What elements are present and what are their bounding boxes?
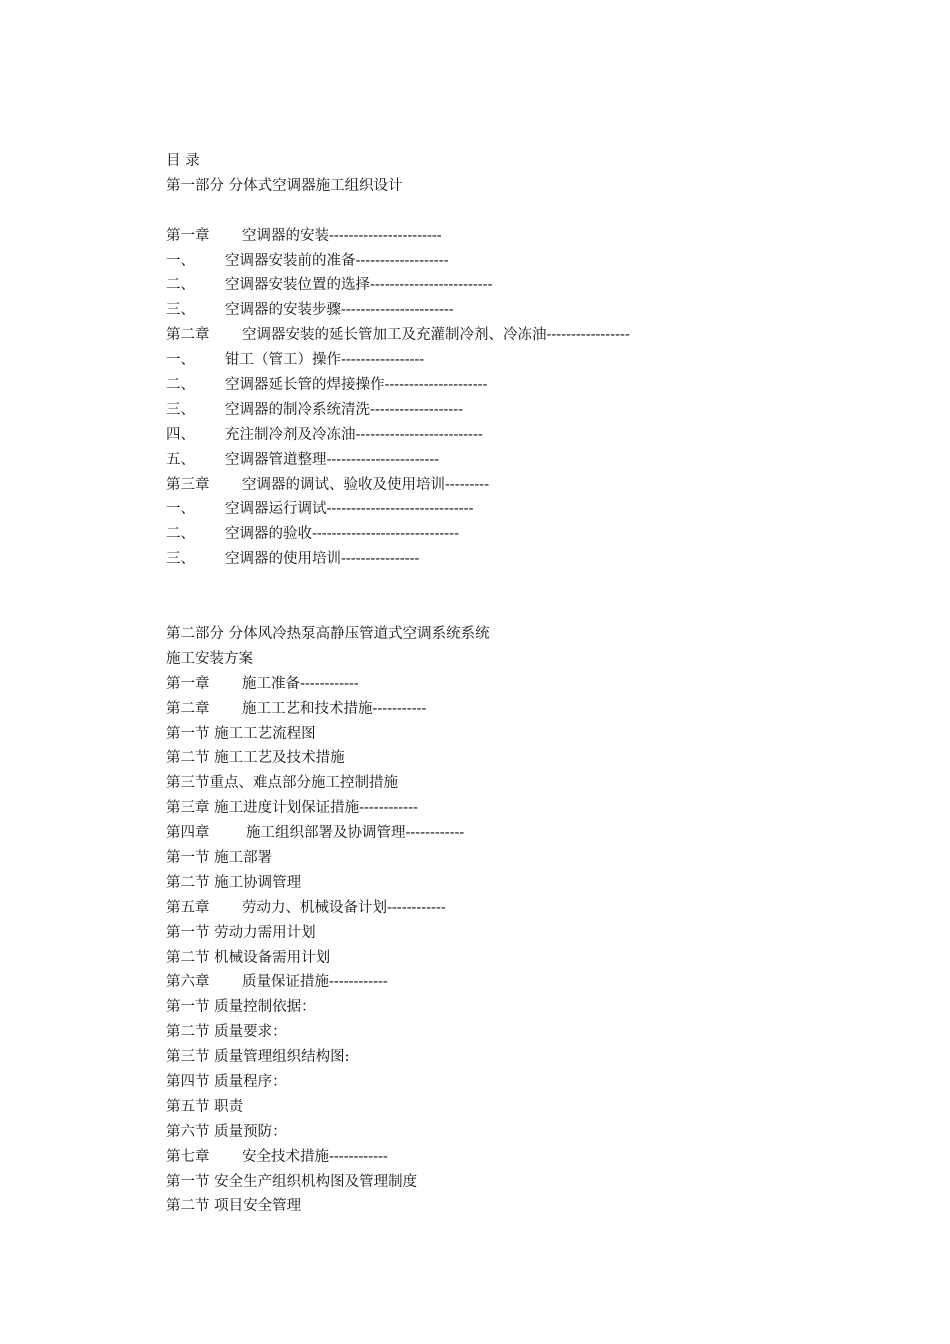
- toc-chapter-entry: [166, 473, 886, 498]
- toc-section-entry: 第六节 质量预防：: [166, 1123, 287, 1140]
- toc-item-entry: [166, 373, 886, 398]
- item-title: 空调器管道整理-----------------------: [225, 451, 440, 468]
- toc-section-entry: 第三节 质量管理组织结构图:: [166, 1049, 350, 1066]
- toc-chapter-entry: [166, 697, 886, 722]
- chapter-title: 安全技术措施------------: [242, 1148, 388, 1165]
- toc-section-entry: 第一节 安全生产组织机构图及管理制度: [166, 1173, 418, 1190]
- item-number: 一、: [166, 252, 195, 269]
- toc-section-entry: 第一节 劳动力需用计划: [166, 924, 316, 941]
- chapter-number: 第七章: [166, 1148, 210, 1165]
- item-title: 空调器安装前的准备-------------------: [225, 252, 449, 269]
- item-title: 空调器的使用培训----------------: [225, 551, 420, 568]
- chapter-number: 第三章: [166, 476, 210, 493]
- item-title: 空调器延长管的焊接操作---------------------: [225, 377, 488, 394]
- toc-chapter-entry: [166, 896, 886, 921]
- part2-subtitle: 施工安装方案: [166, 650, 253, 667]
- part2-title: 第二部分 分体风冷热泵高静压管道式空调系统系统: [166, 625, 490, 642]
- chapter-title: 劳动力、机械设备计划------------: [242, 899, 446, 916]
- table-of-contents: [166, 149, 886, 1219]
- toc-section-entry: 第二节 机械设备需用计划: [166, 949, 331, 966]
- toc-chapter-entry: [166, 821, 886, 846]
- spacer: [166, 572, 886, 622]
- chapter-title: 施工准备------------: [242, 675, 359, 692]
- toc-chapter-entry: [166, 224, 886, 249]
- toc-item-entry: [166, 298, 886, 323]
- item-title: 空调器运行调试------------------------------: [225, 501, 474, 518]
- item-title: 充注制冷剂及冷冻油--------------------------: [225, 426, 483, 443]
- item-number: 二、: [166, 377, 195, 394]
- toc-chapter-entry: [166, 1145, 886, 1170]
- chapter-number: 第一章: [166, 675, 210, 692]
- item-title: 空调器的制冷系统清洗-------------------: [225, 401, 464, 418]
- chapter-number: 第二章: [166, 700, 210, 717]
- toc-section-entry: 第四节 质量程序：: [166, 1073, 287, 1090]
- toc-item-entry: [166, 423, 886, 448]
- toc-section-entry: 第一节 质量控制依据：: [166, 999, 316, 1016]
- toc-title: 目 录: [166, 153, 200, 169]
- toc-section-entry: 第二节 施工工艺及技术措施: [166, 750, 345, 767]
- toc-chapter-entry: 第三章 施工进度计划保证措施------------: [166, 800, 418, 817]
- toc-chapter-entry: [166, 672, 886, 697]
- toc-item-entry: [166, 249, 886, 274]
- item-title: 空调器的验收------------------------------: [225, 526, 459, 543]
- chapter-number: 第一章: [166, 227, 210, 244]
- item-number: 三、: [166, 401, 195, 418]
- spacer: [166, 199, 886, 224]
- chapter-number: 第五章: [166, 899, 210, 916]
- toc-section-entry: 第三节重点、难点部分施工控制措施: [166, 775, 398, 792]
- toc-item-entry: [166, 547, 886, 572]
- toc-section-entry: 第一节 施工工艺流程图: [166, 725, 316, 742]
- chapter-number: 第六章: [166, 974, 210, 991]
- item-title: 钳工（管工）操作-----------------: [225, 352, 425, 369]
- chapter-title: 施工组织部署及协调管理------------: [246, 825, 465, 842]
- toc-item-entry: [166, 497, 886, 522]
- toc-item-entry: [166, 522, 886, 547]
- item-title: 空调器的安装步骤-----------------------: [225, 302, 454, 319]
- chapter-number: 第四章: [166, 825, 210, 842]
- toc-item-entry: [166, 273, 886, 298]
- chapter-title: 质量保证措施------------: [242, 974, 388, 991]
- item-number: 四、: [166, 426, 195, 443]
- toc-section-entry: 第一节 施工部署: [166, 849, 273, 866]
- chapter-number: 第二章: [166, 327, 210, 344]
- toc-section-entry: 第二节 施工协调管理: [166, 874, 302, 891]
- item-number: 三、: [166, 302, 195, 319]
- toc-section-entry: 第二节 项目安全管理: [166, 1198, 302, 1215]
- toc-item-entry: [166, 448, 886, 473]
- item-number: 二、: [166, 526, 195, 543]
- toc-chapter-entry: [166, 323, 886, 348]
- item-number: 三、: [166, 551, 195, 568]
- item-number: 一、: [166, 501, 195, 518]
- chapter-title: 空调器的调试、验收及使用培训---------: [242, 476, 490, 493]
- item-number: 五、: [166, 451, 195, 468]
- toc-section-entry: 第五节 职责: [166, 1098, 244, 1115]
- chapter-title: 空调器的安装-----------------------: [242, 227, 442, 244]
- item-title: 空调器安装位置的选择-------------------------: [225, 277, 493, 294]
- toc-section-entry: 第二节 质量要求：: [166, 1024, 287, 1041]
- toc-item-entry: [166, 348, 886, 373]
- part1-title: 第一部分 分体式空调器施工组织设计: [166, 177, 403, 194]
- toc-item-entry: [166, 398, 886, 423]
- toc-chapter-entry: [166, 970, 886, 995]
- item-number: 一、: [166, 352, 195, 369]
- item-number: 二、: [166, 277, 195, 294]
- chapter-title: 空调器安装的延长管加工及充灌制冷剂、冷冻油-----------------: [242, 327, 630, 344]
- chapter-title: 施工工艺和技术措施-----------: [242, 700, 427, 717]
